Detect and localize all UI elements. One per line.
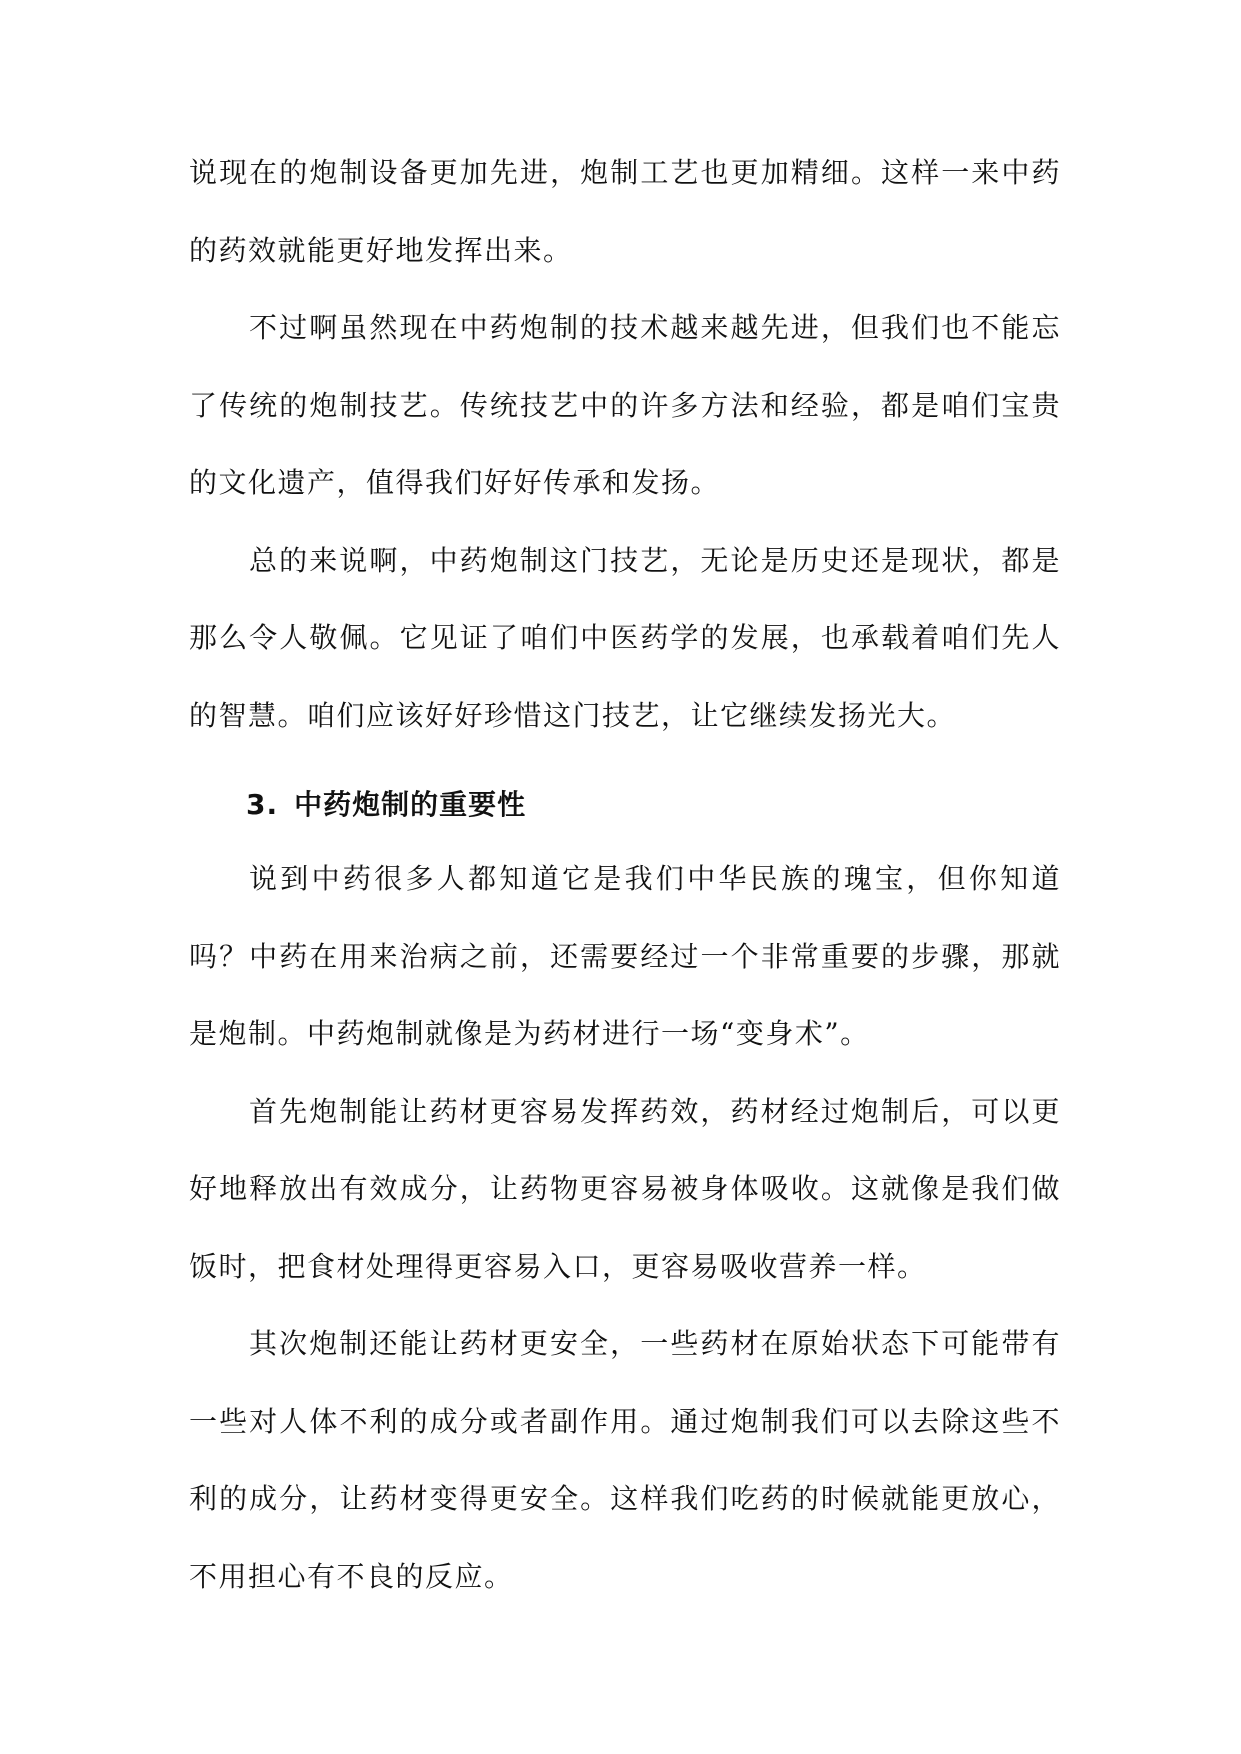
paragraph: 其次炮制还能让药材更安全，一些药材在原始状态下可能带有一些对人体不利的成分或者副作用。通过炮制我们可以去除这些不利的成分，让药材变得更安全。这样我们吃药的时候就能更放心，不用担心有不良的反应。 [189, 1327, 1061, 1593]
paragraph: 说到中药很多人都知道它是我们中华民族的瑰宝，但你知道吗？中药在用来治病之前，还需要经过一个非常重要的步骤，那就是炮制。中药炮制就像是为药材进行一场“变身术”。 [189, 862, 1061, 1050]
paragraph-continuation: 说现在的炮制设备更加先进，炮制工艺也更加精细。这样一来中药的药效就能更好地发挥出来。 [189, 156, 1061, 267]
paragraph: 首先炮制能让药材更容易发挥药效，药材经过炮制后，可以更好地释放出有效成分，让药物更容易被身体吸收。这就像是我们做饭时，把食材处理得更容易入口，更容易吸收营养一样。 [189, 1094, 1061, 1283]
section-2-body [189, 840, 1061, 1615]
section-1-body [189, 134, 1061, 754]
heading-title: 中药炮制的重要性 [294, 788, 527, 821]
section-heading [246, 770, 526, 840]
heading-number: 3. [246, 788, 279, 821]
paragraph: 不过啊虽然现在中药炮制的技术越来越先进，但我们也不能忘了传统的炮制技艺。传统技艺中的许多方法和经验，都是咱们宝贵的文化遗产，值得我们好好传承和发扬。 [189, 311, 1061, 499]
paragraph: 总的来说啊，中药炮制这门技艺，无论是历史还是现状，都是那么令人敬佩。它见证了咱们中医药学的发展，也承载着咱们先人的智慧。咱们应该好好珍惜这门技艺，让它继续发扬光大。 [189, 543, 1061, 732]
